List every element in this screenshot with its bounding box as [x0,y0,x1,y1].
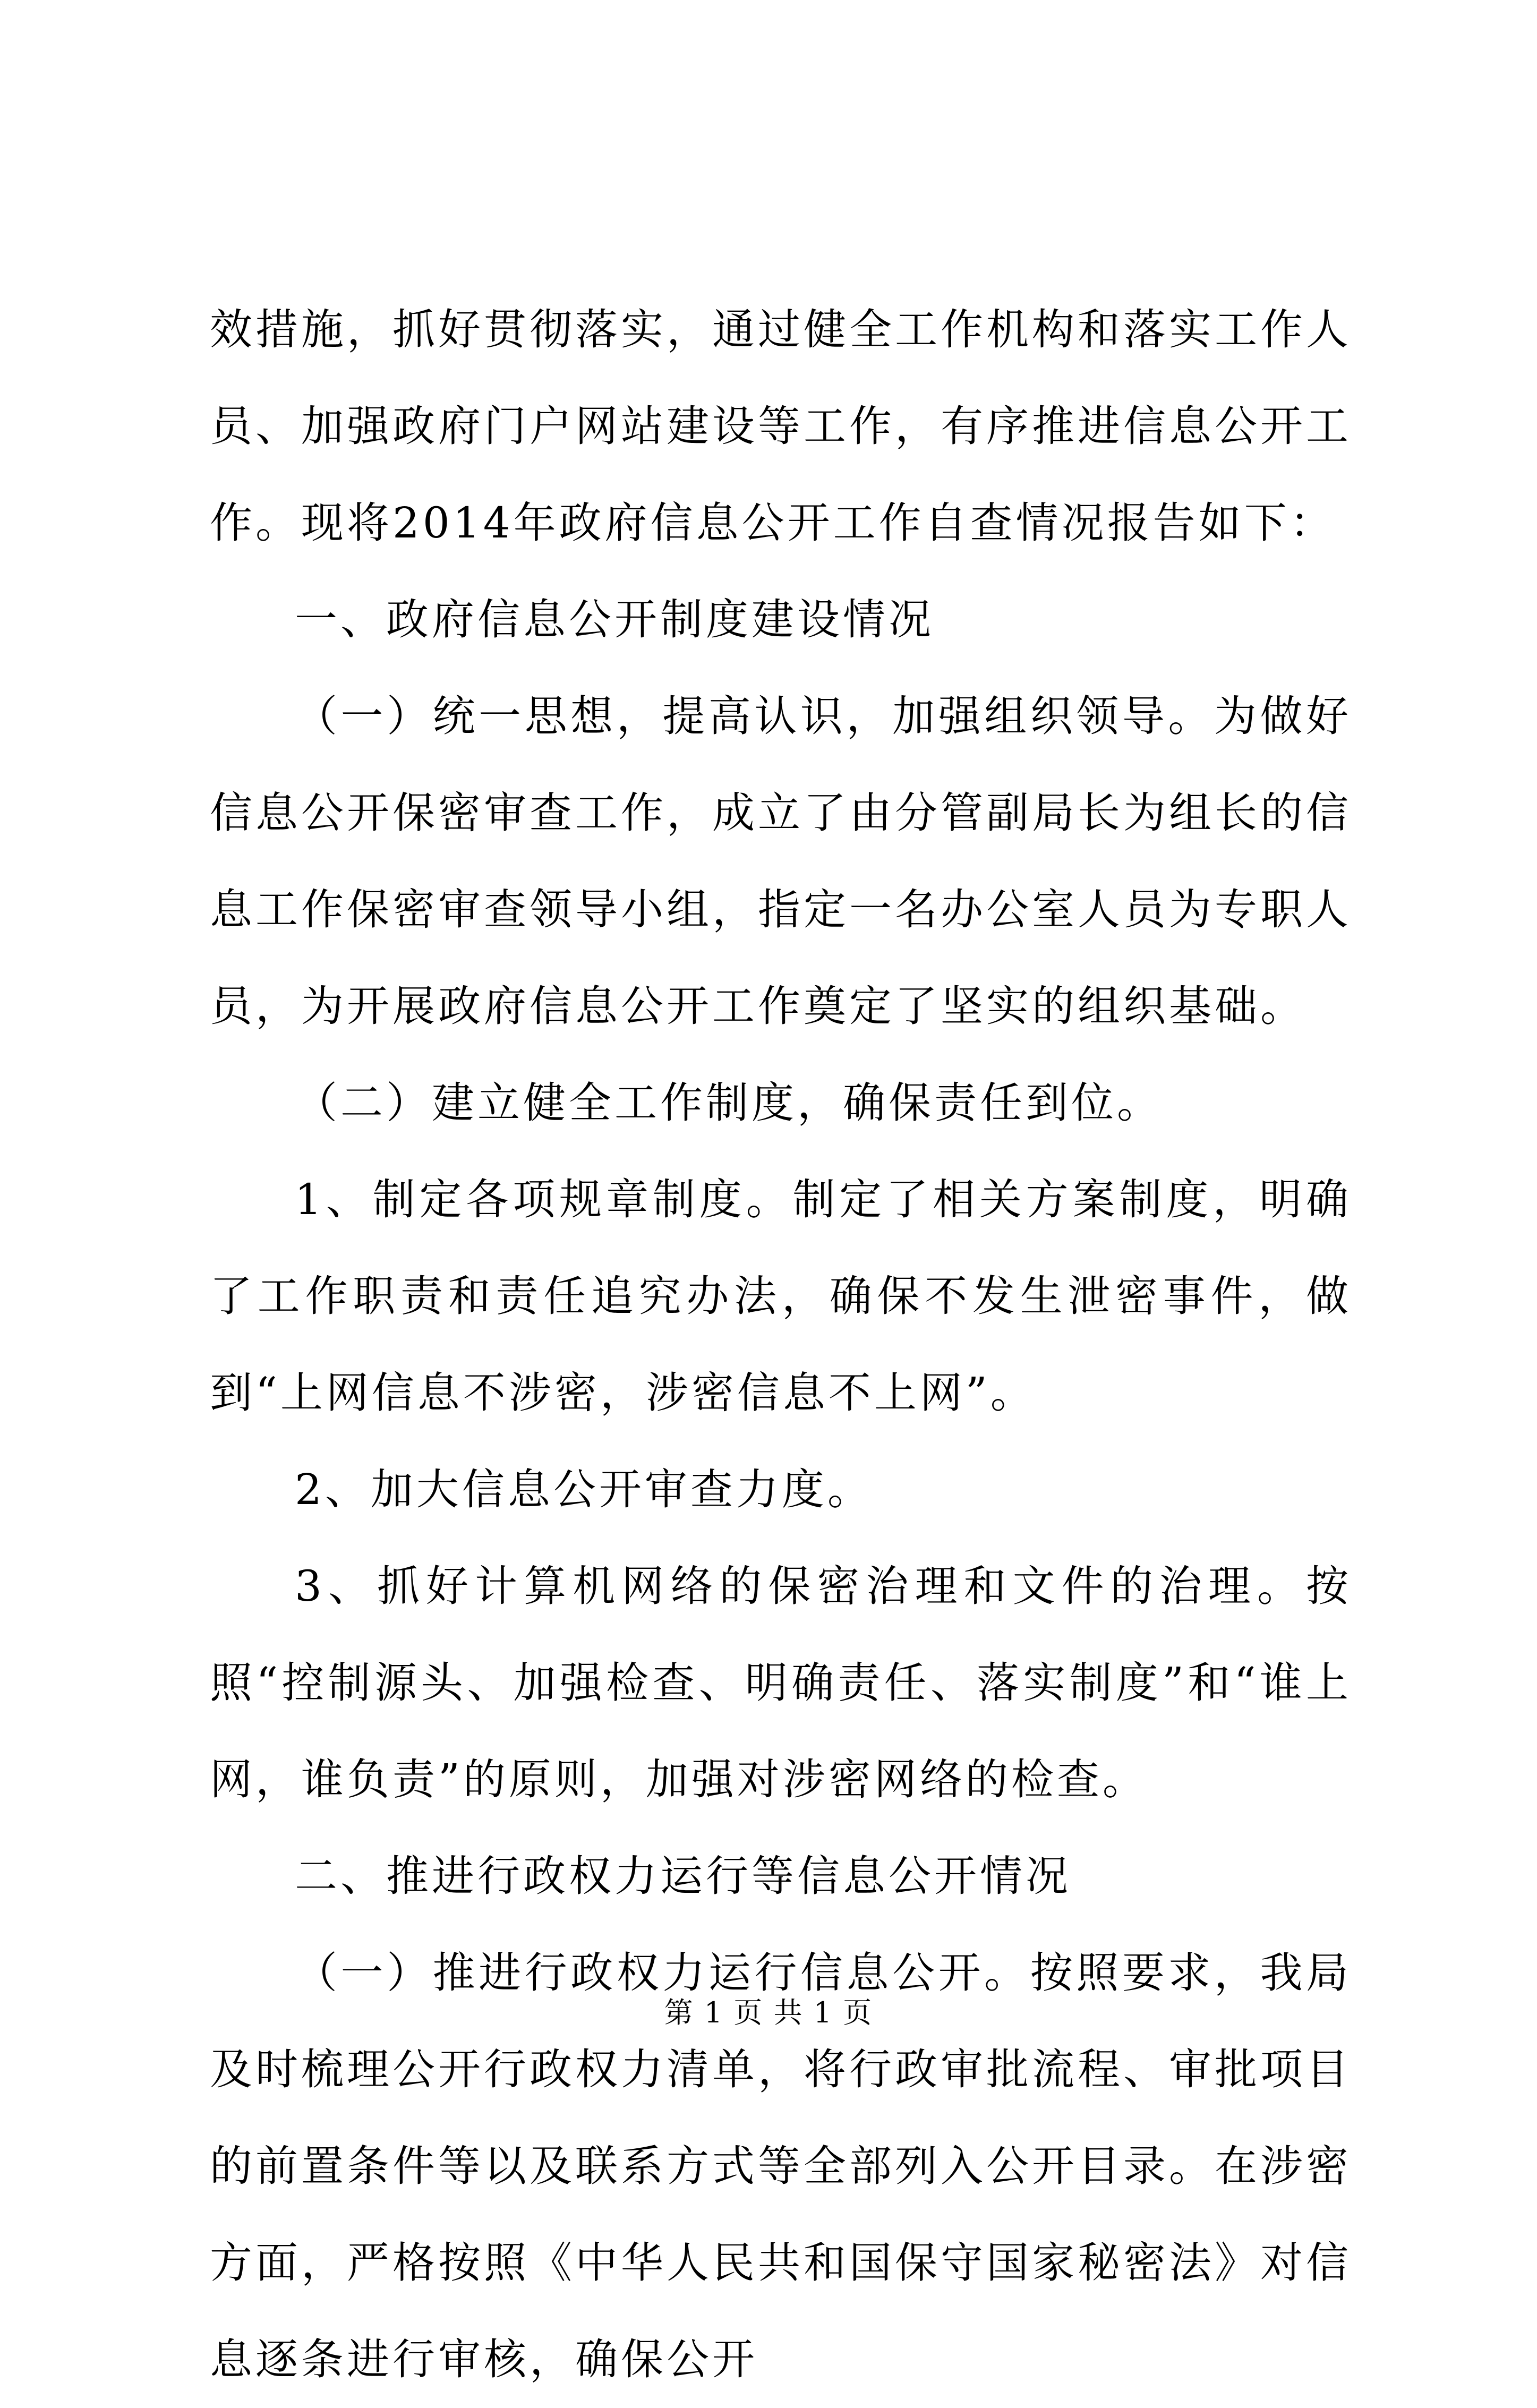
page-footer [0,1997,1537,2029]
section-heading-2: 二、推进行政权力运行等信息公开情况 [295,1851,1071,1901]
subsection-2-1: （一）推进行政权力运行信息公开。按照要求，我局及时梳理公开行政权力清单，将行政审批流程、审批项目的前置条件等以及联系方式等全部列入公开目录。在涉密方面，严格按照《中华人民共和国保守国家秘密法》对信息逐条进行审核，确保公开 [210,1948,1352,2384]
list-item-1: 1、制定各项规章制度。制定了相关方案制度，明确了工作职责和责任追究办法，确保不发生泄密事件，做到“上网信息不涉密，涉密信息不上网”。 [210,1175,1352,1418]
subsection-1-1: （一）统一思想，提高认识，加强组织领导。为做好信息公开保密审查工作，成立了由分管副局长为组长的信息工作保密审查领导小组，指定一名办公室人员为专职人员，为开展政府信息公开工作奠定了坚实的组织基础。 [210,691,1352,1031]
list-item-2: 2、加大信息公开审查力度。 [295,1465,873,1514]
subsection-1-2: （二）建立健全工作制度，确保责任到位。 [295,1078,1163,1128]
document-body [210,281,1352,2408]
paragraph-intro-continuation: 效措施，抓好贯彻落实，通过健全工作机构和落实工作人员、加强政府门户网站建设等工作，有序推进信息公开工作。现将2014年政府信息公开工作自查情况报告如下： [210,305,1352,548]
section-heading-1: 一、政府信息公开制度建设情况 [295,595,934,644]
list-item-3: 3、抓好计算机网络的保密治理和文件的治理。按照“控制源头、加强检查、明确责任、落实制度”和“谁上网，谁负责”的原则，加强对涉密网络的检查。 [210,1561,1352,1804]
page-number-label: 第 1 页 共 1 页 [664,1996,873,2029]
